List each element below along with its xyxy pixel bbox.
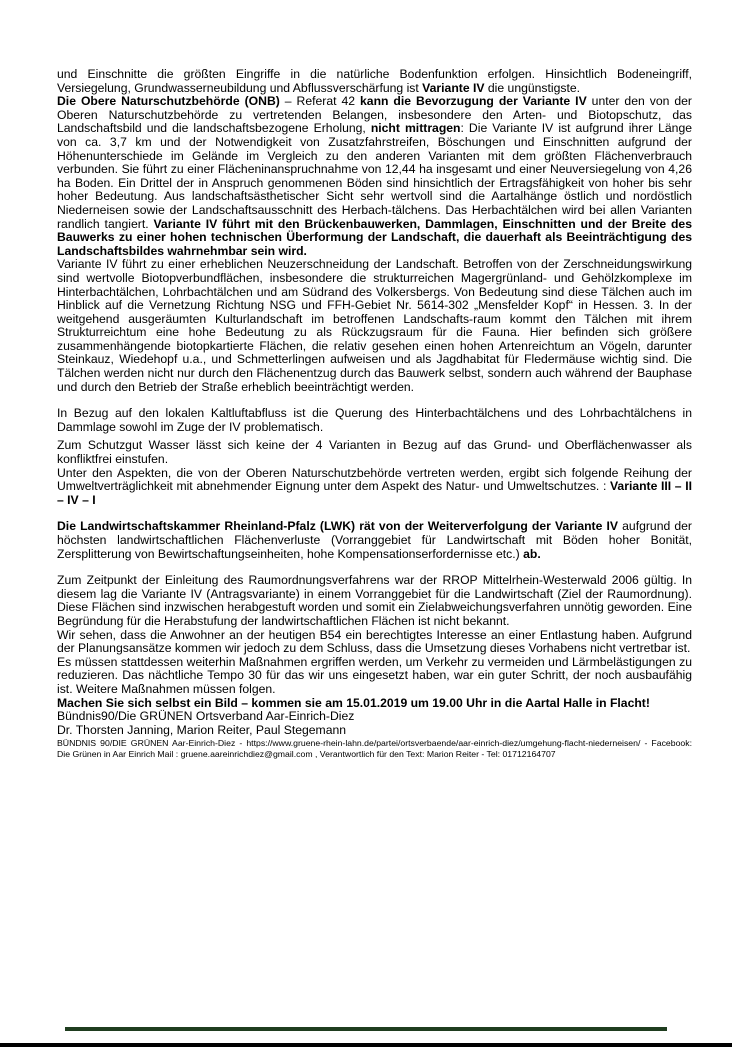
bold-text: kann die Bevorzugung der Variante IV — [360, 94, 587, 109]
bold-text: ab. — [523, 546, 541, 561]
footer-imprint: BÜNDNIS 90/DIE GRÜNEN Aar-Einrich-Diez - https://www.gruene-rhein-lahn.de/partei/ortsverbaende/aar-einrich-diez/umgehung-flacht-niederneisen/ - Facebook: Die Grünen in Aar Einrich Mail : gruene.aareinrichdiez@gmail.com , Verantwortlich für den Text: Marion Reiter - Tel: 01712164707 — [57, 738, 692, 759]
paragraph-lwk — [57, 520, 692, 561]
paragraph-bodenfunktion — [57, 68, 692, 95]
text: – Referat 42 — [279, 94, 361, 109]
paragraph-anwohner: Wir sehen, dass die Anwohner an der heutigen B54 ein berechtigtes Interesse an einer Entlastung haben. Aufgrund der Planungsansätze kommen wir jedoch zu dem Schluss, dass die Umsetzung dieses Vorhabens nicht vertretbar ist. — [57, 627, 692, 656]
bold-text: Variante III – II – IV – I — [57, 479, 692, 507]
paragraph-einladung — [57, 697, 692, 711]
bold-text: nicht mittragen — [370, 121, 461, 136]
text: unter den von der Oberen Naturschutzbehörde zu vertretenden Belangen, insbesondere den Arten- und Biotopschutz, das Landschaftsbild und die landschaftsbezogene Erholung, — [57, 94, 692, 136]
bold-text: Variante IV führt mit den Brückenbauwerken, Dammlagen, Einschnitten und der Breite des Bauwerks zu einer hohen technischen Überformung der Landschaft, die dauerhaft als Beeinträchtigung des Landschaftsbildes wahrnehmbar sein wird. — [57, 216, 692, 258]
bottom-edge-bar — [0, 1043, 732, 1047]
paragraph-onb — [57, 95, 692, 258]
paragraph-wasser: Zum Schutzgut Wasser lässt sich keine der 4 Varianten in Bezug auf das Grund- und Oberflächenwasser als konfliktfrei einstufen. — [57, 438, 692, 467]
bold-text: Variante IV — [422, 80, 485, 95]
text: und Einschnitte die größten Eingriffe in die natürliche Bodenfunktion erfolgen. Hinsichtlich Bodeneingriff, Versiegelung, Grundwasserneubildung und Abflussverschärfung ist — [57, 67, 692, 95]
text: die ungünstigste. — [484, 80, 581, 95]
document-body — [57, 68, 692, 759]
bold-text: Die Landwirtschaftskammer Rheinland-Pfalz (LWK) rät von der Weiterverfolgung der Variante IV — [57, 519, 619, 534]
paragraph-kaltluft: In Bezug auf den lokalen Kaltluftabfluss ist die Querung des Hinterbachtälchens und des Lohrbachtälchens in Dammlage sowohl im Zuge der IV problematisch. — [57, 406, 692, 434]
bold-text: Machen Sie sich selbst ein Bild – kommen sie am 15.01.2019 um 19.00 Uhr in die Aartal Halle in Flacht! — [57, 695, 650, 710]
signature-line-1: Bündnis90/Die GRÜNEN Ortsverband Aar-Einrich-Diez — [57, 709, 355, 724]
bold-text: Die Obere Naturschutzbehörde (ONB) — [57, 94, 280, 109]
paragraph-reihung — [57, 467, 692, 508]
signature-line-2: Dr. Thorsten Janning, Marion Reiter, Paul Stegemann — [57, 722, 347, 737]
text: aufgrund der höchsten landwirtschaftlichen Flächenverluste (Vorranggebiet für Landwirtschaft mit Böden hoher Bonität, Zersplitterung von Bewirtschaftungseinheiten, hohe Kompensationserfordernisse etc.) — [57, 519, 692, 561]
paragraph-massnahmen: Es müssen stattdessen weiterhin Maßnahmen ergriffen werden, um Verkehr zu vermeiden und Lärmbelästigungen zu reduzieren. Das nächtliche Tempo 30 für das wir uns eingesetzt haben, war ein guter Schritt, der noch ausbaufähig ist. Weitere Maßnahmen müssen folgen. — [57, 654, 692, 696]
footer-divider — [65, 1027, 667, 1031]
text: Unter den Aspekten, die von der Oberen Naturschutzbehörde vertreten werden, ergibt sich folgende Reihung der Umweltverträglichkeit mit abnehmender Eignung unter dem Aspekt des Natur- und Umweltschutzes. : — [57, 465, 692, 494]
paragraph-zerschneidung: Variante IV führt zu einer erheblichen Neuzerschneidung der Landschaft. Betroffen von der Zerschneidungswirkung sind wertvolle Biotopverbundflächen, insbesondere die strukturreichen Magergrünland- und Gehölzkomplexe im Hinterbachtälchen, Lohrbachtälchen und am Südrand des Volkersbergs. Von Bedeutung sind diese Tälchen auch im Hinblick auf die Vernetzung Richtung NSG und FFH-Gebiet Nr. 5614-302 „Mensfelder Kopf“ in Hessen. 3. In der weitgehend ausgeräumten Kulturlandschaft im betroffenen Landschafts-raum kommt den Tälchen mit ihrem Strukturreichtum eine hohe Bedeutung zu als Rückzugsraum für die Fauna. Hier befinden sich größere zusammenhängende biotopkartierte Flächen, die relativ gesehen einen hohen Artenreichtum an Vögeln, darunter Steinkauz, Wiedehopf u.a., und Schmetterlingen aufweisen und als Jagdhabitat für Fledermäuse wichtig sind. Die Tälchen werden nicht nur durch den Flächenentzug durch das Bauwerk selbst, sondern auch während der Bauphase und durch den Betrieb der Straße erheblich beeinträchtigt werden. — [57, 257, 692, 394]
paragraph-rrop: Zum Zeitpunkt der Einleitung des Raumordnungsverfahrens war der RROP Mittelrhein-Westerwald 2006 gültig. In diesem lag die Variante IV (Antragsvariante) in einem Vorranggebiet für die Landwirtschaft (Ziel der Raumordnung). Diese Flächen sind inzwischen herabgestuft worden und somit ein Zielabweichungsverfahren unnötig geworden. Eine Begründung für die Herabstufung der landwirtschaftlichen Flächen ist nicht bekannt. — [57, 573, 692, 628]
text: : Die Variante IV ist aufgrund ihrer Länge von ca. 3,7 km und der Notwendigkeit von Zusatzfahrstreifen, Böschungen und Einschnitten aufgrund der Höhenunterschiede im Gelände im Vergleich zu den anderen Varianten mit dem größten Flächenverbrauch verbunden. Sie führt zu einer Flächeninanspruchnahme von 12,44 ha insgesamt und einer Neuversiegelung von 4,26 ha Boden. Ein Drittel der in Anspruch genommenen Böden sind hinsichtlich der Ertragsfähigkeit von hoher bis sehr hoher Bedeutung. Aus landschaftsästhetischer Sicht sehr wertvoll sind die Aartalhänge östlich und nordöstlich Niederneisen sowie der Landschaftsausschnitt des Herbach-tälchens. Das Herbachtälchen wird bei allen Varianten randlich tangiert. — [57, 121, 693, 231]
